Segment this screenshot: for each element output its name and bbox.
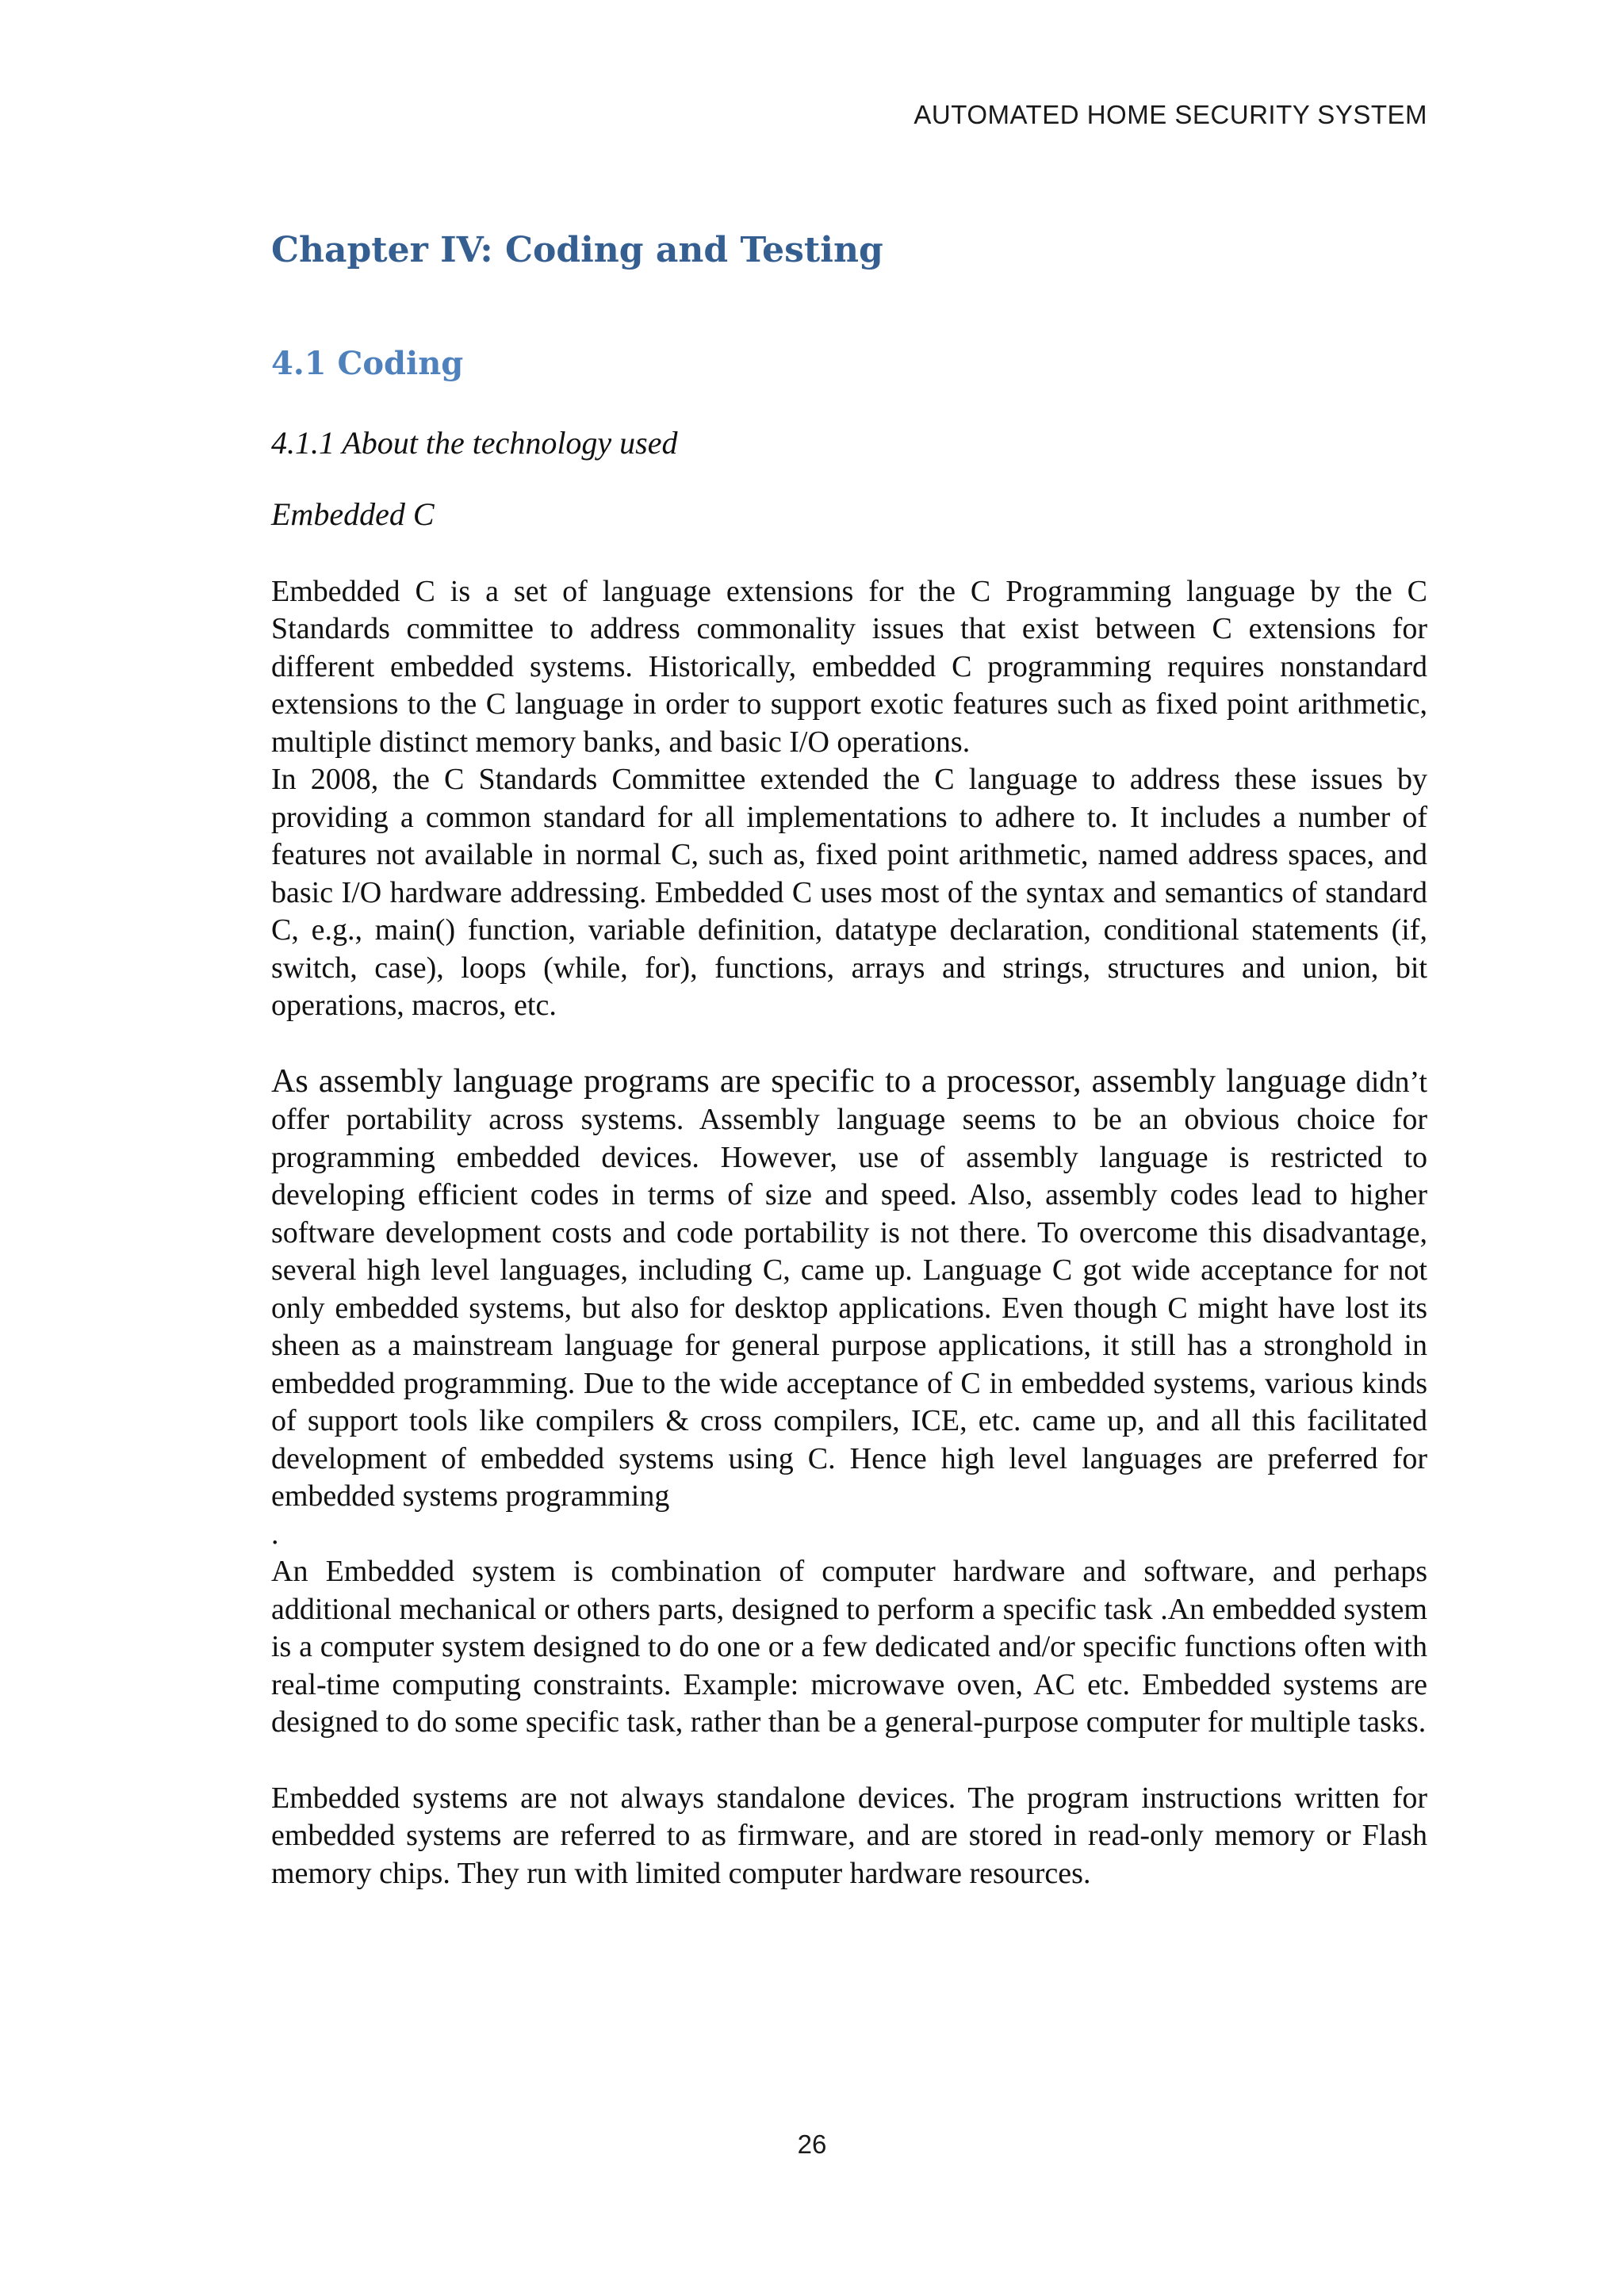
paragraph-assembly-lead: As assembly language programs are specific to a processor, assembly language bbox=[271, 1062, 1346, 1100]
paragraph-c-standards-2008: In 2008, the C Standards Committee extended the C language to address these issues by providing a common standard for all implementations to adhere to. It includes a number of features not available in normal C, such as, fixed point arithmetic, named address spaces, and basic I/O hardware addressing. Embedded C uses most of the syntax and semantics of standard C, e.g., main() function, variable definition, datatype declaration, conditional statements (if, switch, case), loops (while, for), functions, arrays and strings, structures and union, bit operations, macros, etc. bbox=[271, 763, 1427, 1023]
page-number: 26 bbox=[797, 2130, 827, 2159]
paragraph-embedded-system-definition: An Embedded system is combination of computer hardware and software, and perhaps additional mechanical or others parts, designed to perform a specific task .An embedded system is a computer system designed to do one or a few dedicated and/or specific functions often with real-time computing constraints. Example: microwave oven, AC etc. Embedded systems are designed to do some specific task, rather than be a general-purpose computer for multiple tasks. bbox=[271, 1555, 1427, 1739]
paragraph-firmware: Embedded systems are not always standalone devices. The program instructions written for embedded systems are referred to as firmware, and are stored in read-only memory or Flash memory chips. They run with limited computer hardware resources. bbox=[271, 1781, 1427, 1890]
section-title: 4.1 Coding bbox=[271, 344, 464, 382]
stray-period: . bbox=[271, 1517, 279, 1551]
running-header: AUTOMATED HOME SECURITY SYSTEM bbox=[914, 100, 1427, 129]
paragraph-assembly-body: didn’t offer portability across systems. Assembly language seems to be an obvious choice for programming embedded devices. However, use of assembly language is restricted to developing efficient codes in terms of size and speed. Also, assembly codes lead to higher software development costs and code portability is not there. To overcome this disadvantage, several high level languages, including C, came up. Language C got wide acceptance for not only embedded systems, but also for desktop applications. Even though C might have lost its sheen as a mainstream language for general purpose applications, it still has a stronghold in embedded programming. Due to the wide acceptance of C in embedded systems, various kinds of support tools like compilers & cross compilers, ICE, etc. came up, and all this facilitated development of embedded systems using C. Hence high level languages are preferred for embedded systems programming bbox=[271, 1065, 1427, 1513]
paragraph-embedded-c-intro: Embedded C is a set of language extensions for the C Programming language by the C Standards committee to address commonality issues that exist between C extensions for different embedded systems. Historically, embedded C programming requires nonstandard extensions to the C language in order to support exotic features such as fixed point arithmetic, multiple distinct memory banks, and basic I/O operations. bbox=[271, 574, 1427, 759]
topic-title: Embedded C bbox=[271, 496, 435, 532]
chapter-title: Chapter IV: Coding and Testing bbox=[271, 230, 883, 270]
subsection-title: 4.1.1 About the technology used bbox=[271, 424, 678, 461]
paragraph-assembly-language bbox=[271, 1063, 1427, 1516]
page-content bbox=[271, 230, 1427, 1892]
